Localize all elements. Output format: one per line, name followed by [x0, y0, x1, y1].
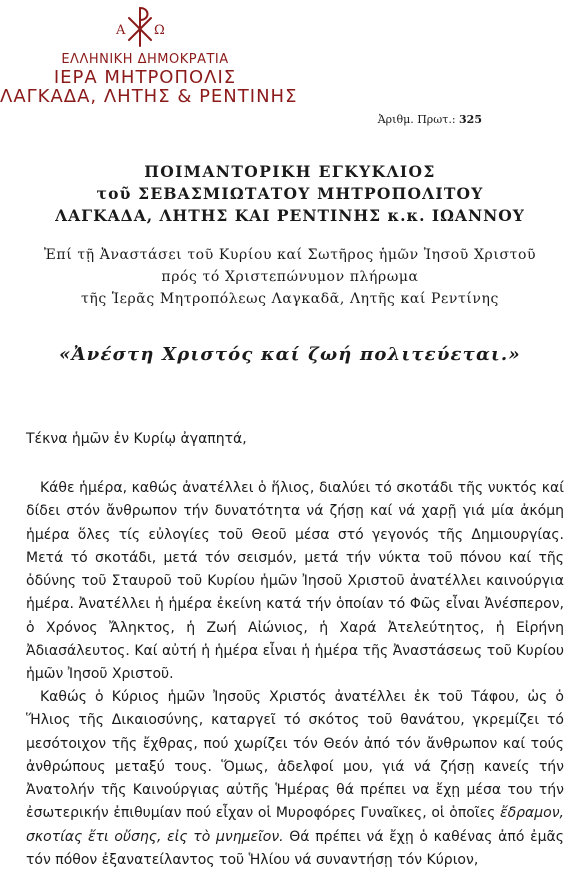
title-line-2: τοῦ ΣΕΒΑΣΜΙΩΤΑΤΟΥ ΜΗΤΡΟΠΟΛΙΤΟΥ: [96, 184, 484, 203]
salutation: Τέκνα ἡμῶν ἐν Κυρίῳ ἀγαπητά,: [26, 431, 247, 447]
protocol-value: 325: [459, 113, 482, 126]
paragraph-2-text-a: Καθώς ὁ Κύριος ἡμῶν Ἰησοῦς Χριστός ἀνατέλλει ἐκ τοῦ Τάφου, ὡς ὁ Ἥλιος τῆς Δικαιοσύνης, καταργεῖ τό σκότος τοῦ θανάτου, γκρεμίζει τό μεσότοιχον τῆς ἔχθρας, πού χωρίζει τόν Θεόν ἀπό τόν ἄνθρωπον καί τούς ἀνθρώπους μεταξύ τους. Ὅμως, ἀδελφοί μου, γιά νά ζήσῃ κανείς τήν Ἀνατολήν τῆς Καινούργιας αὐτῆς Ἡμέρας θά πρέπει να ἔχῃ μέσα του τήν ἐσωτερικήν ἐπιθυμίαν πού εἶχαν οἱ Μυροφόρες Γυναῖκες, οἱ ὁποῖες: [26, 689, 564, 822]
paragraph-1: Κάθε ἡμέρα, καθώς ἀνατέλλει ὁ ἥλιος, διαλύει τό σκοτάδι τῆς νυκτός καί δίδει στόν ἄνθρωπον τήν δυνατότητα νά ζήσῃ καί νά χαρῇ γιά μία ἀκόμη ἡμέρα ὅλες τίς εὐλογίες τοῦ Θεοῦ μέσα στό γεγονός τῆς Δημιουργίας. Μετά τό σκοτάδι, μετά τόν σεισμόν, μετά τήν νύκτα τοῦ πόνου καί τῆς ὀδύνης τοῦ Σταυροῦ τοῦ Κυρίου ἡμῶν Ἰησοῦ Χριστοῦ ἀνατέλλει καινούργια ἡμέρα. Ἀνατέλλει ἡ ἡμέρα ἐκείνη κατά τήν ὁποίαν τό Φῶς εἶναι Ἀνέσπερον, ὁ Χρόνος Ἄληκτος, ἡ Ζωή Αἰώνιος, ἡ Χαρά Ἀτελεύτητος, ἡ Εἰρήνη Ἀδιασάλευτος. Καί αὐτή ἡ ἡμέρα εἶναι ἡ ἡμέρα τῆς Ἀναστάσεως τοῦ Κυρίου ἡμῶν Ἰησοῦ Χριστοῦ.: [26, 480, 564, 683]
svg-text:Ω: Ω: [154, 23, 165, 38]
letterhead-line-2: ΙΕΡΑ ΜΗΤΡΟΠΟΛΙΣ: [53, 67, 237, 88]
motto: «Ἀνέστη Χριστός καί ζωή πολιτεύεται.»: [59, 344, 521, 365]
letterhead: [0, 0, 298, 120]
chi-rho-monogram-icon: [110, 4, 170, 48]
title-line-1: ΠΟΙΜΑΝΤΟΡΙΚΗ ΕΓΚΥΚΛΙΟΣ: [144, 162, 436, 181]
letterhead-line-1: ΕΛΛΗΝΙΚΗ ΔΗΜΟΚΡΑΤΙΑ: [61, 52, 229, 67]
title-line-3: ΛΑΓΚΑΔΑ, ΛΗΤΗΣ ΚΑΙ ΡΕΝΤΙΝΗΣ κ.κ. ΙΩΑΝΝΟΥ: [55, 206, 525, 225]
protocol-number: [378, 113, 482, 126]
seal-letters: Α: [116, 23, 126, 38]
paragraph-2-text-b: Θά πρέπει νά ἔχῃ ὁ καθένας ἀπό ἐμᾶς τόν πόθον ἐξανατείλαντος τοῦ Ἡλίου νά συναντήσῃ τόν Κύριον,: [26, 828, 564, 869]
paragraph-2: [26, 686, 564, 872]
subtitle-line-1: Ἐπί τῇ Ἀναστάσει τοῦ Κυρίου καί Σωτῆρος ἡμῶν Ἰησοῦ Χριστοῦ: [43, 247, 537, 263]
protocol-label: Ἀριθμ. Πρωτ.:: [377, 113, 456, 126]
letterhead-line-3: ΛΑΓΚΑΔΑ, ΛΗΤΗΣ & ΡΕΝΤΙΝΗΣ: [0, 86, 298, 107]
subtitle-line-2: πρός τό Χριστεπώνυμον πλήρωμα: [161, 269, 419, 285]
subtitle-line-3: τῆς Ἱερᾶς Μητροπόλεως Λαγκαδᾶ, Λητῆς καί Ρεντίνης: [81, 291, 499, 307]
paragraph-2-quote: ἔδραμον, σκοτίας ἔτι οὔσης, εἰς τὸ μνημεῖον.: [26, 805, 564, 845]
